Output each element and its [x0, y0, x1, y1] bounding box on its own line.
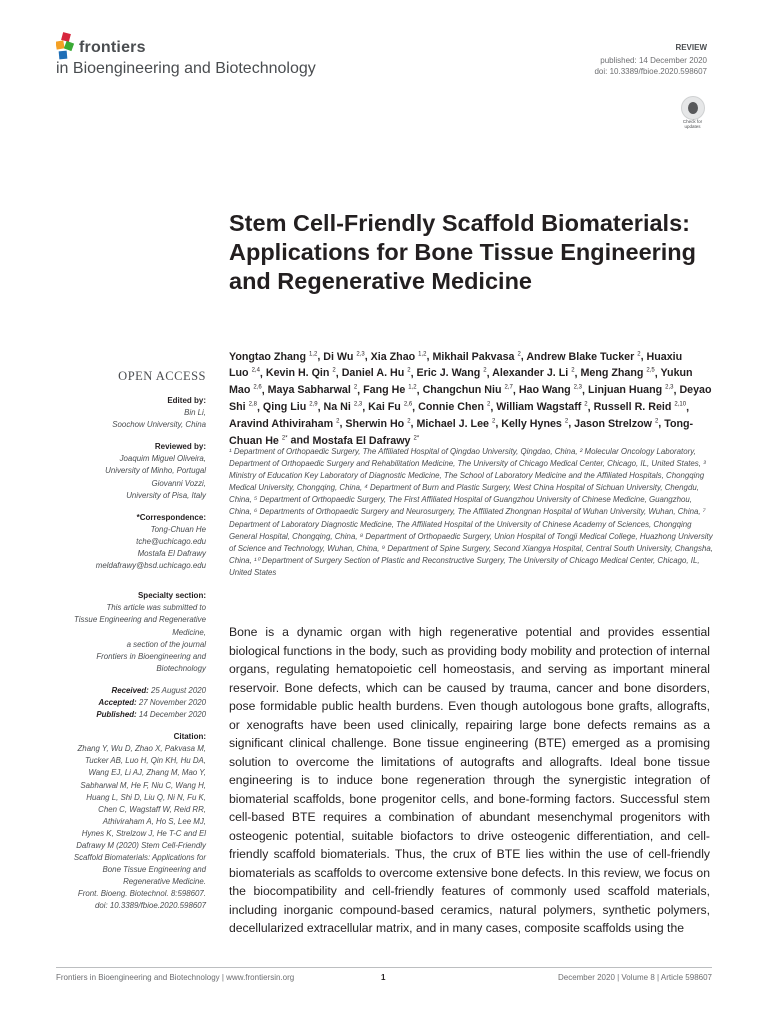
- author-name: Sherwin Ho: [345, 418, 405, 430]
- author-affiliation-marker: 2,5: [646, 367, 655, 374]
- citation-line: Tucker AB, Luo H, Qin KH, Hu DA,: [84, 756, 206, 766]
- author-entry[interactable]: [324, 401, 363, 413]
- author-name: Tong-Chuan He: [229, 418, 694, 447]
- author-entry[interactable]: [423, 384, 513, 396]
- published-date: published: 14 December 2020: [600, 56, 707, 65]
- author-entry[interactable]: [496, 401, 587, 413]
- author-entry[interactable]: [345, 418, 410, 430]
- author-name: Maya Sabharwal: [267, 384, 351, 397]
- author-affiliation-marker: 1,2: [408, 384, 417, 391]
- citation-block: [56, 731, 206, 912]
- brand-name: frontiers: [79, 39, 146, 56]
- published-label: Published:: [96, 710, 137, 720]
- accepted-date: [56, 697, 206, 709]
- author-entry[interactable]: [526, 351, 640, 363]
- corresponding-email-link[interactable]: tche@uchicago.edu: [136, 536, 206, 546]
- author-affiliation-marker: 2: [491, 418, 496, 425]
- author-entry[interactable]: [342, 367, 411, 379]
- author-affiliation-marker: 1,2: [308, 351, 318, 357]
- specialty-line: a section of the journal: [126, 639, 206, 649]
- author-name: William Wagstaff: [496, 401, 582, 414]
- doc-type-label: REVIEW: [675, 43, 707, 52]
- citation-line: Zhang Y, Wu D, Zhao X, Pakvasa M,: [77, 744, 206, 754]
- author-entry[interactable]: [268, 384, 358, 396]
- author-entry[interactable]: [263, 401, 318, 413]
- author-affiliation-marker: 2,7: [504, 384, 513, 391]
- footer-volume-info: December 2020 | Volume 8 | Article 598607: [557, 973, 712, 982]
- editor-name: Bin Li,: [184, 408, 206, 418]
- author-name: Alexander J. Li: [492, 367, 569, 380]
- corresponding-author: Tong-Chuan He: [150, 524, 206, 534]
- author-entry[interactable]: [417, 418, 496, 430]
- edited-by-heading: Edited by:: [167, 396, 206, 405]
- affiliations: ¹ Department of Orthopaedic Surgery, The Affiliated Hospital of Qingdao University, Qingdao, China, ² Molecular Oncology Laboratory, Department of Orthopaedic Surgery and Rehabilitation Medicine, The University of Chicago Medical Center, Chicago, IL, United States, ³ Ministry of Education Key Laboratory of Diagnostic Medicine, The School of Laboratory Medicine and the Affiliated Hospitals, Chongqing Medical University, Chongqing, China, ⁴ Department of Burn and Plastic Surgery, West China Hospital of Sichuan University, Chengdu, China, ⁵ Department of Orthopaedic Surgery, The First Affiliated Hospital of Guangzhou University of Chinese Medicine, Guangzhou, China, ⁶ Departments of Orthopaedic Surgery and Neurosurgery, The Affiliated Zhongnan Hospital of Wuhan University, Wuhan, China, ⁷ Department of Laboratory Diagnostic Medicine, The Affiliated Hospital of the University of Chinese Academy of Sciences, Chongqing General Hospital, Chongqing, China, ⁸ Department of Orthopaedic Surgery, Union Hospital of Tongji Medical College, Huazhong University of Science and Technology, Wuhan, China, ⁹ Department of Spine Surgery, Second Xiangya Hospital, Central South University, Changsha, China, ¹⁰ Department of Surgery Section of Plastic and Reconstructive Surgery, The University of Chicago Medical Center, Chicago, IL, United States: [229, 447, 713, 577]
- author-entry[interactable]: [418, 401, 490, 413]
- author-list: Yongtao Zhang $^{1,2}$, Di Wu $^{2,3}$, Xia Zhao $^{1,2}$, Mikhail Pakvasa $^2$, Andrew Blake Tucker $^2$, Huaxiu Luo $^{2,4}$, Kevin H. Qin $^2$, Daniel A. Hu $^2$, Eric J. Wang $^2$, Alexander J. Li $^2$, Meng Zhang $^{2,5}$, Yukun Mao $^{2,6}$, Maya Sabharwal $^2$, Fang He $^{1,2}$, Changchun Niu $^{2,7}$, Hao Wang $^{2,3}$, Linjuan Huang $^{2,3}$, Deyao Shi $^{2,8}$, Qing Liu $^{2,9}$, Na Ni $^{2,3}$, Kai Fu $^{2,6}$, Connie Chen $^2$, William Wagstaff $^2$, Russell R. Reid $^{2,10}$, Aravind Athiviraham $^2$, Sherwin Ho $^2$, Michael J. Lee $^2$, Kelly Hynes $^2$, Jason Strelzow $^2$, Tong-Chuan He $^{2*}$ and Mostafa El Dafrawy $^{2*}$: [229, 350, 712, 447]
- reviewed-by-heading: Reviewed by:: [154, 442, 206, 452]
- dates-block: [56, 685, 206, 721]
- specialty-line: Medicine,: [172, 627, 206, 637]
- reviewed-by-block: [56, 441, 206, 501]
- author-name: Mikhail Pakvasa: [432, 350, 515, 363]
- frontiers-logo-icon: [56, 31, 78, 61]
- published-value: 14 December 2020: [138, 710, 206, 720]
- edited-by-block: [56, 395, 206, 431]
- author-affiliation-marker: 2: [584, 401, 588, 408]
- specialty-line: This article was submitted to: [106, 603, 206, 613]
- author-name: Meng Zhang: [580, 367, 644, 380]
- author-entry[interactable]: [371, 351, 427, 363]
- footer-journal-link[interactable]: Frontiers in Bioengineering and Biotechnology | www.frontiersin.org: [56, 973, 295, 982]
- received-date: [56, 685, 206, 697]
- editor-affiliation: Soochow University, China: [112, 420, 206, 430]
- citation-line: Regenerative Medicine.: [123, 877, 206, 887]
- accepted-label: Accepted:: [98, 697, 137, 707]
- author-affiliation-marker: 2: [637, 351, 641, 357]
- author-entry[interactable]: [588, 384, 674, 396]
- citation-line: Wang EJ, Li AJ, Zhang M, Mao Y,: [88, 768, 206, 778]
- author-name: Qing Liu: [262, 401, 307, 414]
- check-updates-icon: [681, 96, 705, 120]
- author-affiliation-marker: 2,8: [248, 401, 257, 408]
- author-name: Huaxiu Luo: [229, 350, 683, 380]
- author-affiliation-marker: 2,3: [353, 401, 363, 408]
- author-name: Daniel A. Hu: [341, 367, 405, 380]
- corresponding-email-link[interactable]: meldafrawy@bsd.uchicago.edu: [95, 561, 206, 571]
- doi-link[interactable]: doi: 10.3389/fbioe.2020.598607: [594, 67, 707, 76]
- citation-line: Bone Tissue Engineering and: [102, 865, 206, 875]
- reviewer-name: Giovanni Vozzi,: [151, 478, 206, 488]
- author-entry[interactable]: [432, 351, 520, 363]
- citation-line: Front. Bioeng. Biotechnol. 8:598607.: [77, 889, 206, 899]
- author-name: Yongtao Zhang: [229, 350, 306, 363]
- author-entry[interactable]: [323, 351, 364, 363]
- author-affiliation-marker: 2,10: [674, 401, 687, 408]
- author-affiliation-marker: 2: [654, 418, 659, 425]
- correspondence-block: [56, 512, 206, 572]
- check-updates-label: Check for updates: [682, 119, 703, 129]
- author-name: Changchun Niu: [422, 384, 502, 397]
- citation-line: Dafrawy M (2020) Stem Cell-Friendly: [76, 841, 206, 850]
- citation-doi-link[interactable]: doi: 10.3389/fbioe.2020.598607: [94, 901, 206, 911]
- accepted-value: 27 November 2020: [138, 697, 206, 707]
- received-value: 25 August 2020: [151, 685, 206, 695]
- author-entry[interactable]: [519, 384, 582, 396]
- author-name: Michael J. Lee: [416, 418, 489, 430]
- citation-line: Scaffold Biomaterials: Applications for: [73, 853, 206, 863]
- journal-name: in Bioengineering and Biotechnology: [56, 60, 316, 77]
- author-name: Xia Zhao: [370, 350, 416, 363]
- author-entry[interactable]: [229, 418, 339, 430]
- specialty-block: [56, 590, 206, 675]
- reviewer-affiliation: University of Pisa, Italy: [126, 490, 206, 500]
- author-name: Linjuan Huang: [587, 384, 663, 397]
- citation-line: Athiviraham A, Ho S, Lee MJ,: [102, 816, 206, 826]
- author-affiliation-marker: 2*: [281, 435, 288, 442]
- author-name: Kevin H. Qin: [265, 367, 330, 380]
- specialty-line: Frontiers in Bioengineering and: [96, 651, 206, 661]
- published-date-side: [56, 709, 206, 721]
- author-entry[interactable]: [580, 367, 654, 379]
- author-entry[interactable]: [501, 418, 568, 430]
- author-affiliation-marker: 2: [332, 367, 336, 374]
- author-name: Kelly Hynes: [501, 418, 562, 430]
- author-entry[interactable]: [574, 418, 658, 430]
- author-name: Kai Fu: [368, 401, 401, 414]
- author-entry[interactable]: [594, 401, 686, 413]
- author-affiliation-marker: 2: [407, 367, 411, 374]
- citation-line: Chen C, Wagstaff W, Reid RR,: [98, 804, 206, 814]
- author-name: Aravind Athiviraham: [229, 418, 334, 430]
- author-affiliation-marker: 2,3: [665, 384, 674, 391]
- author-name: Andrew Blake Tucker: [526, 350, 635, 363]
- abstract-text: Bone is a dynamic organ with high regenerative potential and provides essential biological functions in the body, such as providing body mobility and protection of internal organs, regulating hematopoietic cell homeostasis, and serving as important mineral reservoir. Bone defects, which can be caused by trauma, cancer and bone disorders, pose formidable public health burdens. Even though autologous bone grafts, allografts, or xenografts have been used clinically, repairing large bone defects remains as a significant clinical challenge. Bone tissue engineering (BTE) emerged as a promising solution to overcome the limitations of autografts and allografts. Ideal bone tissue engineering is to induce bone regeneration through the synergistic integration of biomaterial scaffolds, bone progenitor cells, and bone-forming factors. Successful stem cell-based BTE requires a combination of abundant mesenchymal progenitors with osteogenic potential, suitable biofactors to drive osteogenic differentiation, and cell-friendly scaffold biomaterials. Thus, the crux of BTE lies within the use of cell-friendly biomaterials as scaffolds to overcome extensive bone defects. In this review, we focus on the biocompatibility and cell-friendly features of commonly used scaffold materials, including inorganic compound-based ceramics, natural polymers, synthetic polymers, decellularized extracellular matrix, and in many cases, composite scaffolds using the: [229, 625, 710, 935]
- author-entry[interactable]: [229, 351, 317, 363]
- footer-divider: [56, 967, 712, 968]
- reviewer-affiliation: University of Minho, Portugal: [105, 466, 206, 476]
- received-label: Received:: [111, 685, 149, 695]
- author-name: Eric J. Wang: [416, 367, 481, 380]
- citation-line: Huang L, Shi D, Liu Q, Ni N, Fu K,: [86, 792, 206, 802]
- author-entry[interactable]: [417, 367, 487, 379]
- author-name: Deyao Shi: [229, 384, 712, 414]
- reviewer-name: Joaquim Miguel Oliveira,: [119, 454, 206, 464]
- corresponding-author: Mostafa El Dafrawy: [137, 549, 206, 559]
- author-affiliation-marker: 2*: [413, 435, 420, 442]
- check-for-updates-badge[interactable]: [678, 96, 707, 132]
- author-affiliation-marker: 2,9: [309, 401, 318, 408]
- author-name: Russell R. Reid: [593, 401, 672, 414]
- author-name: Connie Chen: [418, 401, 485, 414]
- author-entry[interactable]: [492, 367, 574, 379]
- author-affiliation-marker: 2: [336, 418, 340, 425]
- author-affiliation-marker: 2: [564, 418, 569, 425]
- paper-title: Stem Cell-Friendly Scaffold Biomaterials: Applications for Bone Tissue Engineering and Regenerative Medicine: [229, 210, 697, 294]
- author-affiliation-marker: 2: [487, 401, 491, 408]
- author-affiliation-marker: 1,2: [418, 351, 427, 357]
- author-affiliation-marker: 2,4: [251, 367, 260, 374]
- author-affiliation-marker: 2,6: [253, 384, 262, 391]
- open-access-label: OPEN ACCESS: [118, 369, 206, 383]
- author-name: Mostafa El Dafrawy: [312, 434, 411, 447]
- author-name: Fang He: [363, 384, 406, 397]
- author-affiliation-marker: 2,3: [573, 384, 582, 391]
- author-affiliation-marker: 2: [407, 418, 411, 425]
- author-entry[interactable]: [363, 384, 417, 396]
- correspondence-heading: *Correspondence:: [136, 512, 206, 522]
- author-affiliation-marker: 2: [483, 367, 487, 374]
- citation-line: Sabharwal M, He F, Niu C, Wang H,: [80, 780, 206, 790]
- author-affiliation-marker: 2: [517, 351, 521, 357]
- author-entry[interactable]: [368, 401, 412, 413]
- article-info-sidebar: [56, 368, 206, 923]
- specialty-line: Tissue Engineering and Regenerative: [74, 615, 206, 625]
- author-affiliation-marker: 2,3: [356, 351, 365, 357]
- specialty-heading: Specialty section:: [137, 591, 206, 601]
- author-name: Jason Strelzow: [574, 418, 652, 430]
- page-number: 1: [381, 973, 386, 982]
- author-affiliation-marker: 2,6: [403, 401, 413, 408]
- author-affiliation-marker: 2: [353, 384, 358, 391]
- author-name: Hao Wang: [518, 384, 571, 397]
- author-affiliation-marker: 2: [571, 367, 575, 374]
- specialty-line: Biotechnology: [156, 663, 206, 673]
- author-entry[interactable]: [266, 367, 336, 379]
- author-name: Yukun Mao: [229, 367, 693, 397]
- citation-line: Hynes K, Strelzow J, He T-C and El: [81, 828, 206, 838]
- author-name: Na Ni: [323, 401, 351, 414]
- author-name: Di Wu: [323, 350, 354, 363]
- citation-heading: Citation:: [173, 732, 206, 742]
